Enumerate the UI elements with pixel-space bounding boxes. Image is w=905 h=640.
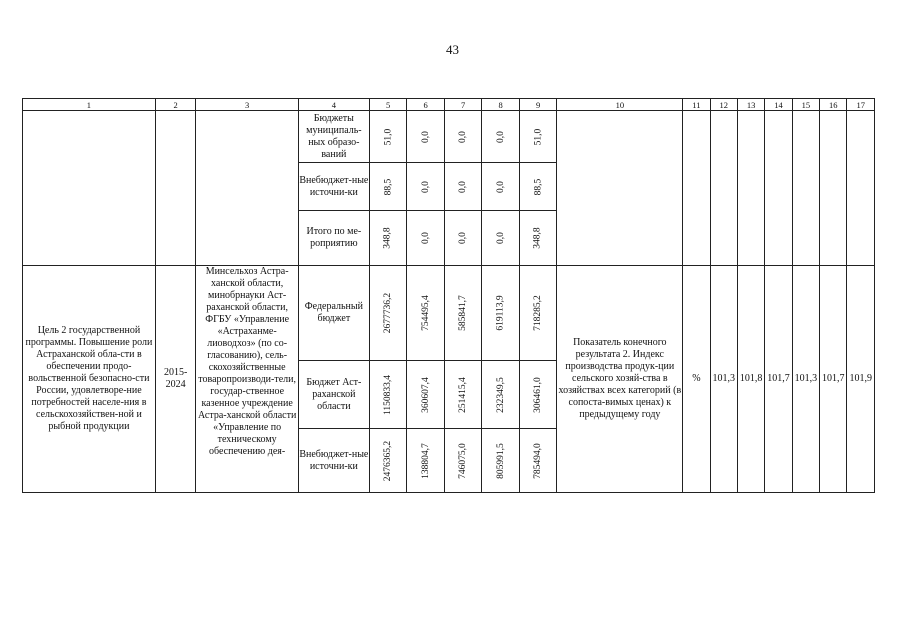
unit-cell: % bbox=[683, 266, 710, 493]
col-header: 3 bbox=[196, 99, 298, 111]
page-number: 43 bbox=[446, 42, 459, 57]
funding-source: Итого по ме-роприятию bbox=[298, 211, 369, 266]
empty-cell bbox=[737, 111, 764, 266]
col-header: 9 bbox=[519, 99, 557, 111]
col-header: 13 bbox=[737, 99, 764, 111]
value-cell: 0,0 bbox=[444, 211, 482, 266]
empty-cell bbox=[847, 111, 875, 266]
col-header: 2 bbox=[155, 99, 196, 111]
value-cell: 0,0 bbox=[407, 163, 445, 211]
col-header: 15 bbox=[792, 99, 819, 111]
value-cell: 348,8 bbox=[369, 211, 407, 266]
col-header: 10 bbox=[557, 99, 683, 111]
empty-cell bbox=[765, 111, 792, 266]
col-header: 12 bbox=[710, 99, 737, 111]
value-cell: 88,5 bbox=[519, 163, 557, 211]
value-cell: 0,0 bbox=[444, 111, 482, 163]
indicator-cell: Показатель конечного результата 2. Индекс производства продук-ции сельского хозяй-ства в хозяйствах всех категорий (в сопоста-вимых ценах) к предыдущему году bbox=[557, 266, 683, 493]
program-table bbox=[22, 98, 875, 493]
value-cell: 805991,5 bbox=[482, 429, 520, 493]
value-cell: 585841,7 bbox=[444, 266, 482, 361]
empty-cell bbox=[196, 111, 298, 266]
value-cell: 2476365,2 bbox=[369, 429, 407, 493]
funding-source: Бюджеты муниципаль-ных образо-ваний bbox=[298, 111, 369, 163]
col-header: 7 bbox=[444, 99, 482, 111]
empty-cell bbox=[155, 111, 196, 266]
value-cell: 1150833,4 bbox=[369, 361, 407, 429]
indicator-value: 101,9 bbox=[847, 266, 875, 493]
value-cell: 138804,7 bbox=[407, 429, 445, 493]
value-cell: 0,0 bbox=[407, 211, 445, 266]
value-cell: 718285,2 bbox=[519, 266, 557, 361]
indicator-value: 101,7 bbox=[820, 266, 847, 493]
col-header: 17 bbox=[847, 99, 875, 111]
value-cell: 785494,0 bbox=[519, 429, 557, 493]
value-cell: 2677736,2 bbox=[369, 266, 407, 361]
funding-source: Федеральный бюджет bbox=[298, 266, 369, 361]
period-cell: 2015-2024 bbox=[155, 266, 196, 493]
empty-cell bbox=[710, 111, 737, 266]
value-cell: 360607,4 bbox=[407, 361, 445, 429]
goal-cell: Цель 2 государственной программы. Повышение роли Астраханской обла-сти в обеспечении продо-вольственной безопасно-сти России, удовлетворе-ние потребностей населе-ния в сельскохозяйствен-ной и рыбной продукции bbox=[23, 266, 156, 493]
indicator-value: 101,3 bbox=[792, 266, 819, 493]
value-cell: 0,0 bbox=[407, 111, 445, 163]
col-header: 8 bbox=[482, 99, 520, 111]
empty-cell bbox=[820, 111, 847, 266]
funding-source: Внебюджет-ные источни-ки bbox=[298, 163, 369, 211]
col-header: 1 bbox=[23, 99, 156, 111]
col-header: 5 bbox=[369, 99, 407, 111]
col-header: 4 bbox=[298, 99, 369, 111]
executors-cell: Минсельхоз Астра-ханской области, минобрнауки Аст-раханской области, ФГБУ «Управление «Астраханме-лиоводхоз» (по со-гласованию), сель-скохозяйственные товаропроизводи-тели, государ-ственное казенное учреждение Астра-ханской области «Управление по техническому обеспечению дея- bbox=[196, 266, 298, 493]
funding-source: Внебюджет-ные источни-ки bbox=[298, 429, 369, 493]
value-cell: 306461,0 bbox=[519, 361, 557, 429]
value-cell: 88,5 bbox=[369, 163, 407, 211]
indicator-value: 101,8 bbox=[737, 266, 764, 493]
table-row bbox=[23, 266, 875, 361]
value-cell: 746075,0 bbox=[444, 429, 482, 493]
value-cell: 232349,5 bbox=[482, 361, 520, 429]
indicator-value: 101,7 bbox=[765, 266, 792, 493]
header-row bbox=[23, 99, 875, 111]
col-header: 6 bbox=[407, 99, 445, 111]
value-cell: 0,0 bbox=[482, 163, 520, 211]
empty-cell bbox=[792, 111, 819, 266]
empty-cell bbox=[23, 111, 156, 266]
col-header: 16 bbox=[820, 99, 847, 111]
col-header: 14 bbox=[765, 99, 792, 111]
empty-cell bbox=[557, 111, 683, 266]
value-cell: 51,0 bbox=[519, 111, 557, 163]
value-cell: 0,0 bbox=[482, 111, 520, 163]
table-row bbox=[23, 111, 875, 163]
funding-source: Бюджет Аст-раханской области bbox=[298, 361, 369, 429]
value-cell: 0,0 bbox=[444, 163, 482, 211]
value-cell: 619113,9 bbox=[482, 266, 520, 361]
value-cell: 51,0 bbox=[369, 111, 407, 163]
value-cell: 754495,4 bbox=[407, 266, 445, 361]
indicator-value: 101,3 bbox=[710, 266, 737, 493]
value-cell: 348,8 bbox=[519, 211, 557, 266]
col-header: 11 bbox=[683, 99, 710, 111]
empty-cell bbox=[683, 111, 710, 266]
value-cell: 251415,4 bbox=[444, 361, 482, 429]
value-cell: 0,0 bbox=[482, 211, 520, 266]
